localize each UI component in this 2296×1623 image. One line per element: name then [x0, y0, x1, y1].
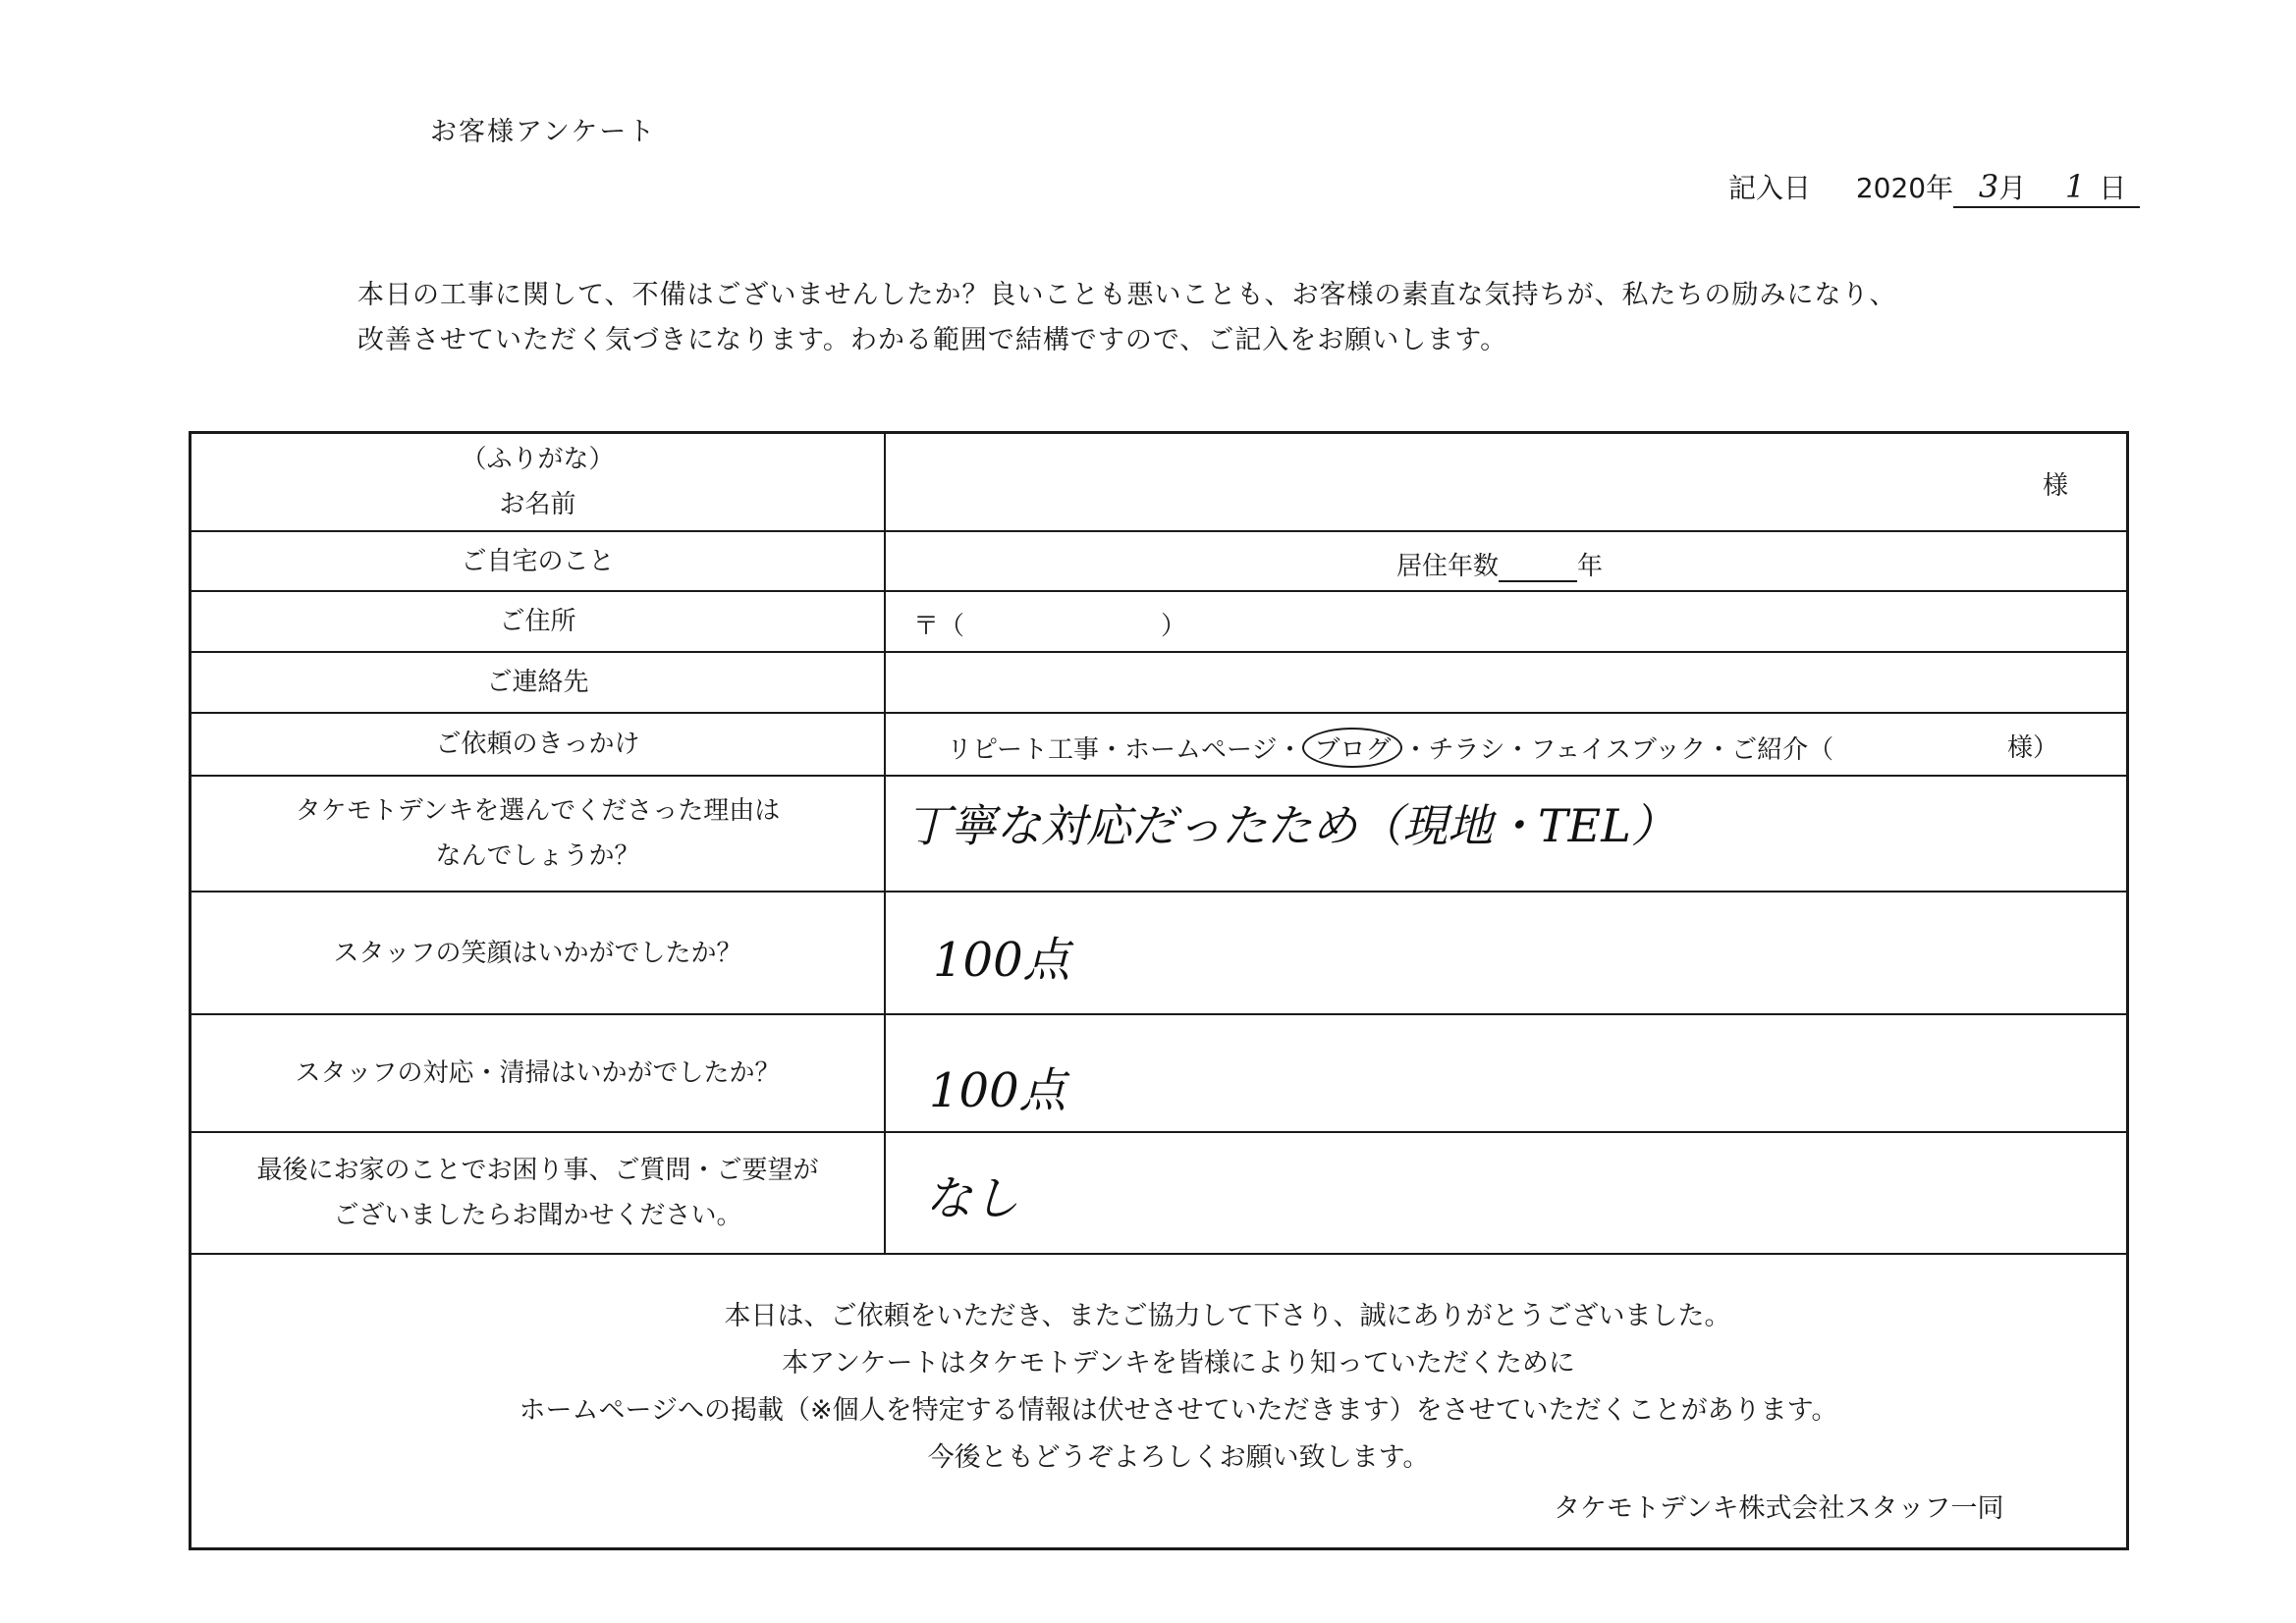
footer-line-1: 本日は、ご依頼をいただき、またご協力して下さり、誠にありがとうございました。 [724, 1301, 1731, 1331]
document-title: お客様アンケート [430, 117, 657, 147]
address-label: ご住所 [499, 607, 576, 636]
trigger-label: ご依頼のきっかけ [435, 730, 640, 759]
footer-line-3: ホームページへの掲載（※個人を特定する情報は伏せさせていただきます）をさせていただくことがあります。 [519, 1395, 1838, 1426]
intro-line-1: 本日の工事に関して、不備はございませんしたか？良いことも悪いことも、お客様の素直な気持ちが、私たちの励みになり、 [357, 280, 1897, 310]
trigger-label-cell [191, 714, 886, 775]
trigger-option-blog-selected[interactable]: ブログ [1302, 728, 1402, 768]
reason-handwritten-answer: 丁寧な対応だったため（現地・TEL） [905, 799, 1676, 852]
date-label: 記入日 [1728, 172, 1812, 204]
request-answer-field[interactable] [886, 1133, 2126, 1253]
row-contact [191, 653, 2126, 714]
contact-field[interactable] [886, 653, 2126, 712]
postal-code-close: ） [1161, 612, 1187, 641]
date-month-unit: 月 [1998, 172, 2027, 204]
smile-label: スタッフの笑顔はいかがでしたか？ [333, 938, 742, 968]
smile-handwritten-answer: 100点 [933, 933, 1070, 988]
footer-line-2: 本アンケートはタケモトデンキを皆様により知っていただくために [782, 1348, 1575, 1379]
reason-answer-field[interactable] [886, 777, 2126, 891]
name-label-cell [191, 434, 886, 530]
service-answer-field[interactable] [886, 1015, 2126, 1131]
intro-line-2: 改善させていただく気づきになります。わかる範囲で結構ですので、ご記入をお願いします。 [357, 325, 1508, 355]
reason-label-line-2: なんでしょうか？ [435, 841, 640, 871]
name-field[interactable] [886, 434, 2126, 530]
residence-unit: 年 [1577, 552, 1604, 581]
date-day-value: 1 [2064, 168, 2086, 205]
entry-date [1728, 167, 2140, 208]
residence-years-field[interactable] [886, 532, 2126, 590]
row-request [191, 1133, 2126, 1255]
name-label: お名前 [499, 490, 576, 519]
request-label-line-1: 最後にお家のことでお困り事、ご質問・ご要望が [256, 1156, 819, 1185]
trigger-option-list-2: ・チラシ・フェイスブック・ご紹介（ [1402, 735, 1834, 765]
survey-table [189, 431, 2129, 1550]
date-year: 2020年 [1855, 172, 1954, 204]
reason-label-line-1: タケモトデンキを選んでくださった理由は [295, 796, 781, 826]
smile-label-cell [191, 893, 886, 1013]
smile-answer-field[interactable] [886, 893, 2126, 1013]
request-label-line-2: ございましたらお聞かせください。 [333, 1201, 742, 1230]
row-reason [191, 777, 2126, 893]
service-label-cell [191, 1015, 886, 1131]
furigana-label: （ふりがな） [461, 445, 615, 474]
date-day-unit: 日 [2099, 172, 2127, 204]
reason-label-cell [191, 777, 886, 891]
row-service [191, 1015, 2126, 1133]
service-handwritten-answer: 100点 [929, 1063, 1066, 1118]
row-trigger [191, 714, 2126, 777]
footer-signature: タケモトデンキ株式会社スタッフ一同 [1554, 1493, 2004, 1524]
row-name [191, 434, 2126, 532]
trigger-option-list-1: リピート工事・ホームページ・ [947, 735, 1303, 765]
residence-label: 居住年数 [1396, 552, 1500, 581]
address-label-cell [191, 592, 886, 651]
contact-label-cell [191, 653, 886, 712]
contact-label: ご連絡先 [486, 668, 589, 697]
date-month-value: 3 [1978, 168, 1999, 205]
home-label-cell [191, 532, 886, 590]
name-suffix: 様 [2043, 471, 2069, 501]
residence-years-blank[interactable] [1499, 580, 1577, 582]
trigger-options[interactable] [886, 714, 2126, 775]
footer-line-4: 今後ともどうぞよろしくお願い致します。 [927, 1442, 1430, 1473]
trigger-referral-suffix: 様） [2007, 733, 2059, 763]
row-address [191, 592, 2126, 653]
service-label: スタッフの対応・清掃はいかがでしたか？ [295, 1058, 781, 1088]
row-smile [191, 893, 2126, 1015]
address-field[interactable] [886, 592, 2126, 651]
request-label-cell [191, 1133, 886, 1253]
row-home [191, 532, 2126, 592]
postal-code-open: 〒（ [913, 612, 965, 641]
home-label: ご自宅のこと [461, 546, 615, 576]
request-handwritten-answer: なし [925, 1171, 1020, 1226]
